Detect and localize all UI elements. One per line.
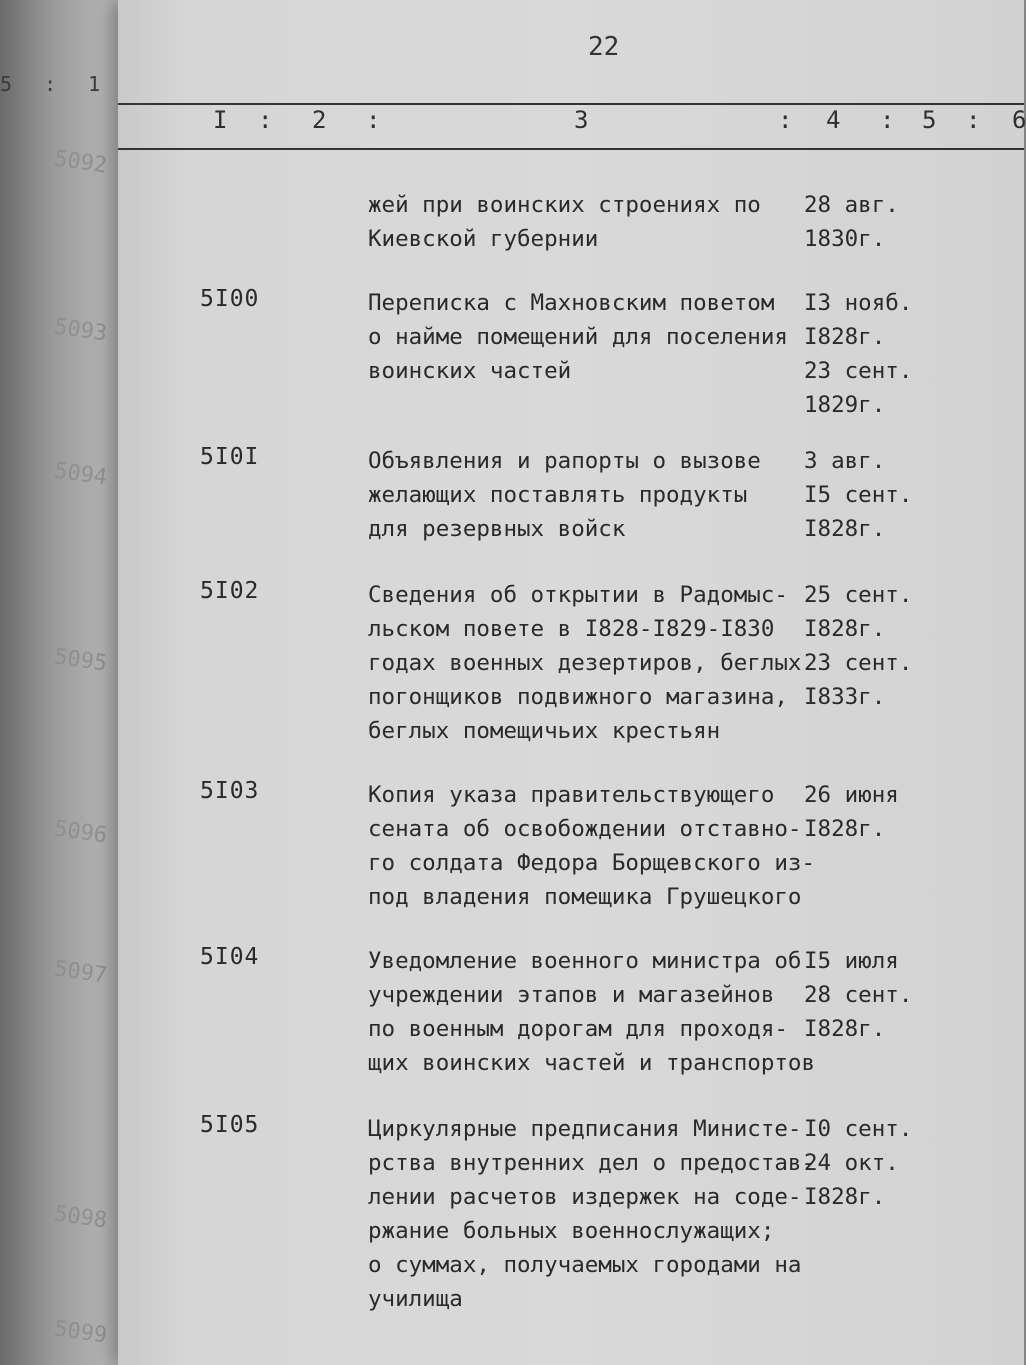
- ghost-number: 5099: [52, 1316, 109, 1349]
- description-line: льском повете в I828-I829-I830: [368, 616, 775, 642]
- ghost-number: 5094: [52, 458, 109, 491]
- column-header: 5: [922, 106, 937, 134]
- description-line: учреждении этапов и магазейнов: [368, 982, 775, 1008]
- description-line: Сведения об открытии в Радомыс-: [368, 582, 788, 608]
- entry-dates: [804, 1112, 1014, 1214]
- description-line: лении расчетов издержек на соде-: [368, 1184, 802, 1210]
- entry-number: 5I04: [200, 944, 260, 970]
- description-line: ржание больных военнослужащих;: [368, 1218, 775, 1244]
- entry-number: 5I0I: [200, 444, 260, 470]
- column-header: :: [258, 106, 273, 134]
- entry-dates: [804, 286, 1014, 422]
- date-line: 25 сент.: [804, 582, 913, 608]
- date-line: I828г.: [804, 1184, 886, 1210]
- entry-dates: [804, 578, 1014, 714]
- entry-description: [368, 578, 808, 748]
- date-line: I828г.: [804, 324, 886, 350]
- entry-description: [368, 944, 816, 1080]
- ghost-number: 5093: [52, 314, 109, 347]
- ghost-number: 5097: [52, 956, 109, 989]
- column-header: :: [966, 106, 981, 134]
- description-line: воинских частей: [368, 358, 572, 384]
- description-line: сената об освобождении отставно-: [368, 816, 802, 842]
- description-line: Уведомление военного министра об: [368, 948, 802, 974]
- date-line: I828г.: [804, 516, 886, 542]
- column-header: :: [880, 106, 895, 134]
- column-header: 3: [574, 106, 589, 134]
- description-line: по военным дорогам для проходя-: [368, 1016, 788, 1042]
- description-line: щих воинских частей и транспортов: [368, 1050, 816, 1076]
- date-line: 23 сент.: [804, 650, 913, 676]
- date-line: I5 сент.: [804, 482, 913, 508]
- ghost-number: 5096: [52, 816, 109, 849]
- date-line: 24 окт.: [804, 1150, 899, 1176]
- ghost-number: 5098: [52, 1201, 109, 1234]
- description-line: Копия указа правительствующего: [368, 782, 775, 808]
- description-line: беглых помещичьих крестьян: [368, 718, 721, 744]
- column-header: :: [366, 106, 381, 134]
- entry-description: [368, 778, 816, 914]
- entry-number: 5I00: [200, 286, 260, 312]
- description-line: под владения помещика Грушецкого: [368, 884, 802, 910]
- entry-description: [368, 188, 808, 256]
- date-line: I828г.: [804, 1016, 886, 1042]
- date-line: 28 авг.: [804, 192, 899, 218]
- date-line: I5 июля: [804, 948, 899, 974]
- entry-number: 5I03: [200, 778, 260, 804]
- header-bottom-rule: [118, 148, 1024, 150]
- description-line: Переписка с Махновским поветом: [368, 290, 775, 316]
- column-header: 4: [826, 106, 841, 134]
- description-line: для резервных войск: [368, 516, 626, 542]
- entry-number: 5I05: [200, 1112, 260, 1138]
- entry-dates: [804, 188, 1014, 256]
- description-line: рства внутренних дел о предостав-: [368, 1150, 816, 1176]
- date-line: I828г.: [804, 616, 886, 642]
- entry-description: [368, 286, 808, 388]
- header-top-rule: [118, 103, 1024, 105]
- entry-description: [368, 1112, 816, 1316]
- description-line: Объявления и рапорты о вызове: [368, 448, 761, 474]
- description-line: Киевской губернии: [368, 226, 599, 252]
- date-line: 1829г.: [804, 392, 886, 418]
- date-line: 23 сент.: [804, 358, 913, 384]
- column-header: 6: [1012, 106, 1026, 134]
- description-line: о суммах, получаемых городами на: [368, 1252, 802, 1278]
- description-line: годах военных дезертиров, беглых: [368, 650, 802, 676]
- description-line: жей при воинских строениях по: [368, 192, 761, 218]
- date-line: I833г.: [804, 684, 886, 710]
- left-page-header: 5 : 1: [0, 72, 111, 96]
- entry-description: [368, 444, 808, 546]
- column-header: I: [213, 106, 228, 134]
- column-header: 2: [312, 106, 327, 134]
- description-line: погонщиков подвижного магазина,: [368, 684, 788, 710]
- entry-dates: [804, 444, 1014, 546]
- page-number: 22: [588, 32, 620, 62]
- date-line: I0 сент.: [804, 1116, 913, 1142]
- description-line: о найме помещений для поселения: [368, 324, 788, 350]
- entry-number: 5I02: [200, 578, 260, 604]
- description-line: го солдата Федора Борщевского из-: [368, 850, 816, 876]
- date-line: I828г.: [804, 816, 886, 842]
- ghost-number: 5092: [52, 146, 109, 179]
- date-line: I3 нояб.: [804, 290, 913, 316]
- date-line: 3 авг.: [804, 448, 886, 474]
- date-line: 1830г.: [804, 226, 886, 252]
- description-line: Циркулярные предписания Министе-: [368, 1116, 802, 1142]
- column-header: :: [778, 106, 793, 134]
- date-line: 28 сент.: [804, 982, 913, 1008]
- description-line: желающих поставлять продукты: [368, 482, 748, 508]
- ghost-number: 5095: [52, 644, 109, 677]
- description-line: училища: [368, 1286, 463, 1312]
- date-line: 26 июня: [804, 782, 899, 808]
- entry-dates: [804, 944, 1014, 1046]
- entry-dates: [804, 778, 1014, 846]
